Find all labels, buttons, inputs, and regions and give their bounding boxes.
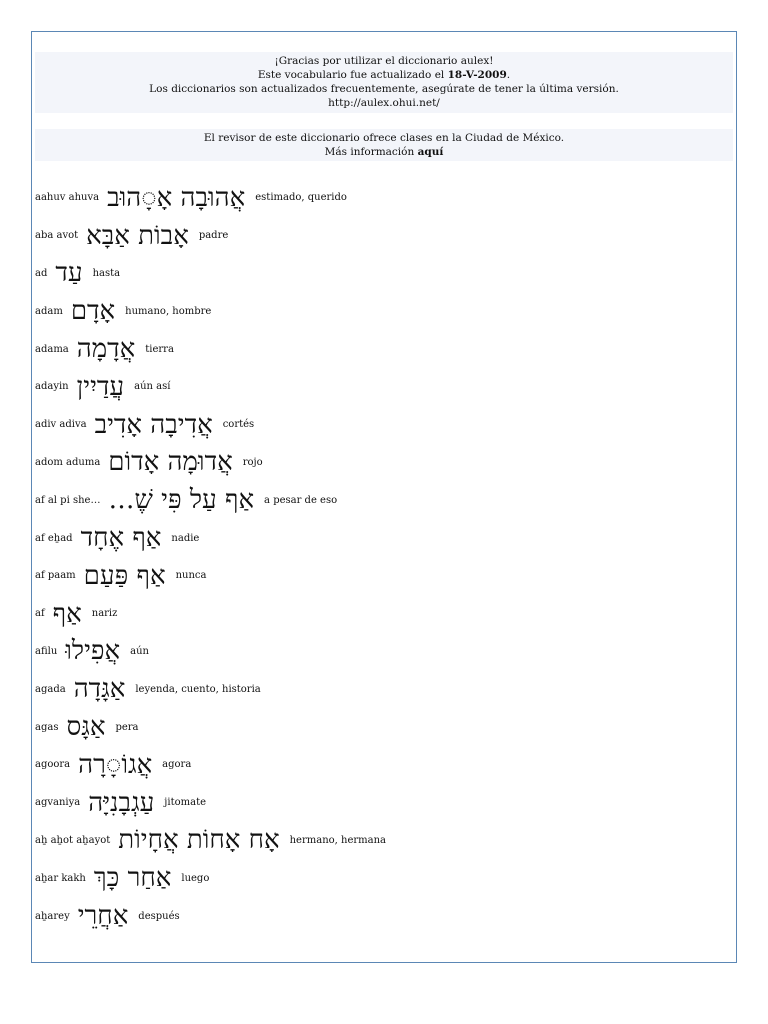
list-item (35, 255, 733, 293)
list-item (35, 859, 733, 897)
dictionary-frame (31, 31, 737, 963)
hebrew-word: אֲגוֹ◌ָרָה (78, 749, 153, 780)
list-item (35, 292, 733, 330)
list-item (35, 179, 733, 217)
spanish-meaning: aún así (134, 381, 171, 393)
spanish-meaning: rojo (242, 456, 263, 468)
spanish-meaning: a pesar de eso (264, 494, 338, 506)
spanish-meaning: estimado, querido (255, 192, 347, 204)
spanish-meaning: nadie (171, 532, 200, 544)
hebrew-word: אֲפִילוּ (65, 636, 121, 667)
spanish-meaning: hasta (92, 267, 121, 279)
list-item (35, 784, 733, 822)
spanish-meaning: leyenda, cuento, historia (135, 683, 261, 695)
transliteration: agas (35, 721, 59, 733)
transliteration: adama (35, 343, 69, 355)
hebrew-word: אֲדָמָה (76, 334, 136, 365)
list-item (35, 708, 733, 746)
spanish-meaning: jitomate (164, 797, 207, 809)
transliteration: aahuv ahuva (35, 192, 100, 204)
spanish-meaning: después (138, 910, 180, 922)
hebrew-word: אָבוֹת אַבָּא (86, 220, 189, 251)
hebrew-word: עַגְבָנִיָּה (88, 787, 155, 818)
transliteration: agvaniya (35, 797, 81, 809)
spanish-meaning: nariz (91, 608, 118, 620)
hebrew-word: אַחַר כָּךְ (93, 863, 172, 894)
hebrew-word: עַד (55, 258, 83, 289)
spanish-meaning: agora (162, 759, 192, 771)
spanish-meaning: padre (198, 230, 229, 242)
spanish-meaning: tierra (145, 343, 174, 355)
list-item (35, 822, 733, 860)
list-item (35, 897, 733, 935)
list-item (35, 519, 733, 557)
update-notice (35, 52, 733, 113)
update-line: Este vocabulario fue actualizado el 18-V-2009. (257, 69, 511, 81)
spanish-meaning: cortés (222, 419, 255, 431)
transliteration: agada (35, 683, 66, 695)
list-item (35, 444, 733, 482)
transliteration: afilu (35, 645, 58, 657)
list-item (35, 481, 733, 519)
hebrew-word: עֲדַיִין (76, 371, 125, 402)
list-item (35, 368, 733, 406)
list-item (35, 633, 733, 671)
spanish-meaning: luego (181, 872, 210, 884)
transliteration: aẖarey (35, 910, 70, 922)
list-item (35, 746, 733, 784)
hebrew-word: אַחֲרֵי (77, 901, 129, 932)
spanish-meaning: humano, hombre (125, 305, 212, 317)
transliteration: adom aduma (35, 456, 101, 468)
hebrew-word: אָח אָחוֹת אֲחָיוֹת (118, 825, 280, 856)
hebrew-word: אֲהוּבָה אָ◌ָהוּב (107, 182, 246, 213)
hebrew-word: אֲדִיבָה אָדִיב (94, 409, 213, 440)
spanish-meaning: pera (115, 721, 139, 733)
more-info-line: Más información aquí (324, 146, 444, 158)
site-url[interactable]: http://aulex.ohui.net/ (328, 97, 440, 109)
version-line: Los diccionarios son actualizados frecuentemente, asegúrate de tener la última versión. (149, 83, 619, 95)
list-item (35, 217, 733, 255)
hebrew-word: אַף (52, 598, 82, 629)
list-item (35, 406, 733, 444)
more-info-link[interactable]: aquí (417, 146, 444, 158)
hebrew-word: אַגָּדָה (73, 674, 126, 705)
update-date: 18-V-2009 (447, 69, 507, 81)
thanks-line: ¡Gracias por utilizar el diccionario aulex! (274, 55, 494, 67)
transliteration: adayin (35, 381, 69, 393)
entry-list (35, 179, 733, 935)
spanish-meaning: aún (130, 645, 149, 657)
transliteration: aba avot (35, 230, 79, 242)
hebrew-word: אֲדוּמָה אָדוֹם (108, 447, 233, 478)
list-item (35, 330, 733, 368)
spanish-meaning: nunca (175, 570, 207, 582)
transliteration: adiv adiva (35, 419, 87, 431)
transliteration: adam (35, 305, 63, 317)
classes-notice (35, 129, 733, 161)
hebrew-word: אַף פַּעַם (83, 560, 166, 591)
transliteration: aẖ aẖot aẖayot (35, 834, 111, 846)
hebrew-word: אַגָּס (66, 712, 106, 743)
transliteration: af al pi she… (35, 494, 101, 506)
classes-line: El revisor de este diccionario ofrece clases en la Ciudad de México. (203, 132, 565, 144)
transliteration: ad (35, 267, 48, 279)
list-item (35, 557, 733, 595)
list-item (35, 670, 733, 708)
hebrew-word: אַף אֶחָד (80, 523, 162, 554)
transliteration: af (35, 608, 45, 620)
transliteration: af paam (35, 570, 76, 582)
spanish-meaning: hermano, hermana (289, 834, 386, 846)
transliteration: agoora (35, 759, 71, 771)
list-item (35, 595, 733, 633)
hebrew-word: אָדָם (70, 296, 116, 327)
transliteration: aẖar kakh (35, 872, 86, 884)
transliteration: af eẖad (35, 532, 73, 544)
hebrew-word: אַף עַל פִּי שֶׁ… (108, 485, 255, 516)
